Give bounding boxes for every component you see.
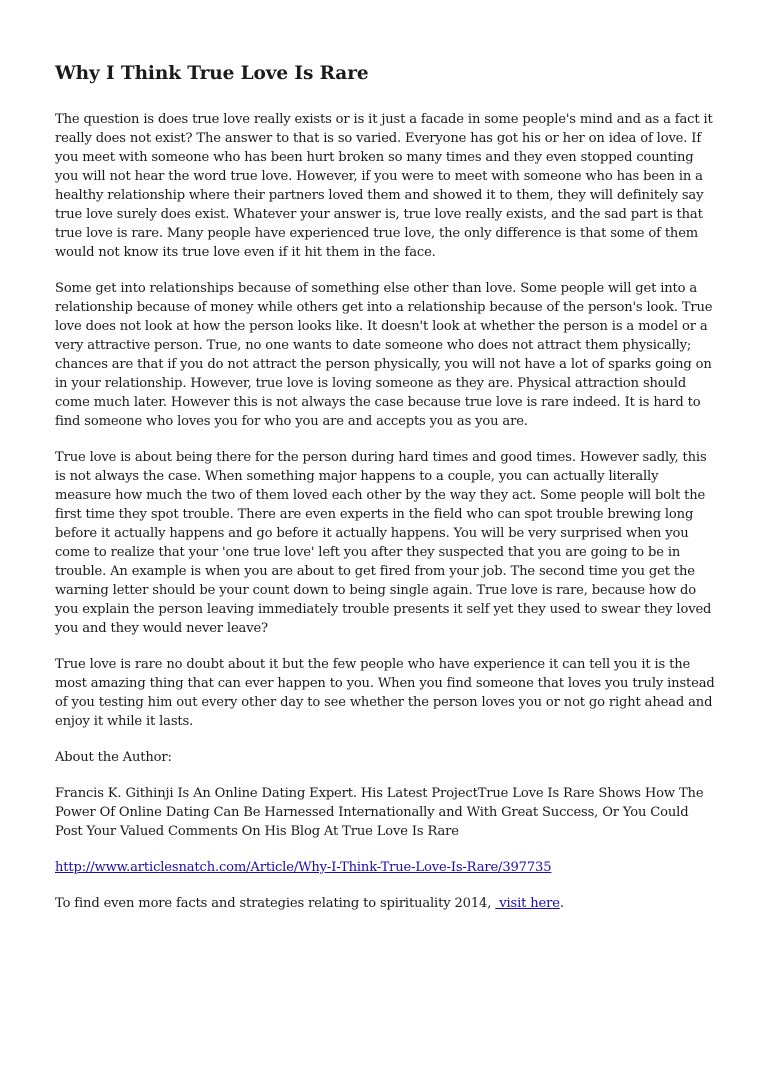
source-link[interactable]: http://www.articlesnatch.com/Article/Why-I-Think-True-Love-Is-Rare/397735	[55, 860, 552, 875]
paragraph-4: True love is rare no doubt about it but the few people who have experience it can tell you it is the most amazing thing that can ever happen to you. When you find someone that loves you truly instead of you testing him out every other day to see whether the person loves you or not go right ahead and enjoy it while it lasts.	[55, 657, 715, 729]
author-bio: Francis K. Githinji Is An Online Dating Expert. His Latest ProjectTrue Love Is Rare Shows How The Power Of Online Dating Can Be Harnessed Internationally and With Great Success, Or You Could Post Your Valued Comments On His Blog At True Love Is Rare	[55, 786, 704, 839]
article-title: Why I Think True Love Is Rare	[55, 63, 369, 84]
source-line	[55, 858, 715, 877]
footer-line	[55, 894, 715, 913]
footer-prefix: To find even more facts and strategies relating to spirituality 2014,	[55, 896, 492, 911]
visit-here-link[interactable]: visit here	[495, 896, 560, 911]
footer-suffix: .	[559, 896, 564, 911]
document-page	[55, 60, 715, 930]
paragraph-2: Some get into relationships because of something else other than love. Some people will get into a relationship because of money while others get into a relationship because of the person's look. True love does not look at how the person looks like. It doesn't look at whether the person is a model or a very attractive person. True, no one wants to date someone who does not attract them physically; chances are that if you do not attract the person physically, you will not have a lot of sparks going on in your relationship. However, true love is loving someone as they are. Physical attraction should come much later. However this is not always the case because true love is rare indeed. It is hard to find someone who loves you for who you are and accepts you as you are.	[55, 281, 713, 429]
paragraph-1: The question is does true love really exists or is it just a facade in some people's mind and as a fact it really does not exist? The answer to that is so varied. Everyone has got his or her on idea of love. If you meet with someone who has been hurt broken so many times and they even stopped counting you will not hear the word true love. However, if you were to meet with someone who has been in a healthy relationship where their partners loved them and showed it to them, they will definitely say true love surely does exist. Whatever your answer is, true love really exists, and the sad part is that true love is rare. Many people have experienced true love, the only difference is that some of them would not know its true love even if it hit them in the face.	[55, 112, 713, 260]
paragraph-3: True love is about being there for the person during hard times and good times. However sadly, this is not always the case. When something major happens to a couple, you can actually literally measure how much the two of them loved each other by the way they act. Some people will bolt the first time they spot trouble. There are even experts in the field who can spot trouble brewing long before it actually happens and go before it actually happens. You will be very surprised when you come to realize that your 'one true love' left you after they suspected that you are going to be in trouble. An example is when you are about to get fired from your job. The second time you get the warning letter should be your count down to being single again. True love is rare, because how do you explain the person leaving immediately trouble presents it self yet they used to swear they loved you and they would never leave?	[55, 450, 712, 636]
author-heading: About the Author:	[55, 750, 172, 765]
